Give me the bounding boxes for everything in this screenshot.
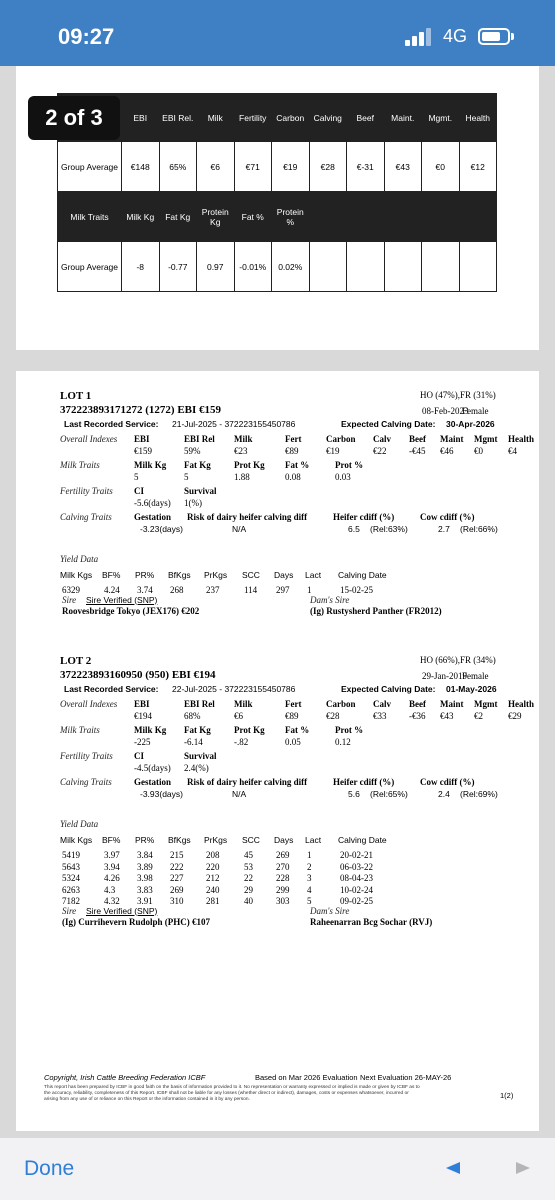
last-service-value: 22-Jul-2025 - 372223155450786 xyxy=(172,684,296,694)
lot-breed: HO (66%),FR (34%) xyxy=(420,655,496,665)
index-value: €4 xyxy=(508,446,517,456)
yield-cell: 299 xyxy=(276,884,290,895)
yield-cell: 208 xyxy=(206,850,220,860)
yield-header: BF% xyxy=(102,570,121,580)
network-type: 4G xyxy=(443,26,468,46)
footer-next-evaluation: Next Evaluation 26-MAY-26 xyxy=(360,1073,452,1082)
milk-value: -6.14 xyxy=(184,737,203,747)
status-bar xyxy=(0,0,555,66)
calving-header: Cow cdiff (%) xyxy=(420,777,475,787)
table2-row-label: Group Average xyxy=(58,242,122,292)
table1-header: EBI Rel. xyxy=(159,94,197,142)
yield-cell: 5419 xyxy=(62,850,80,860)
footer-disclaimer: This report has been prepared by ICBF in good faith on the basis of information provided to it. No representation or warranty expressed or implied is made or given by ICBF as to the accuracy, reliability, completeness of this Report. ICBF shall not be liable for any losses (whether direct or indirect), damages, costs or expenses whatsoever, incurred or arising from any use of or reliance on this Report or the information contained in it by any person. xyxy=(44,1085,420,1102)
index-header: EBI Rel xyxy=(184,434,215,444)
yield-cell: 215 xyxy=(170,850,184,860)
table1-header: Calving xyxy=(309,94,347,142)
milk-value: 5 xyxy=(134,472,139,482)
table1-cell: €148 xyxy=(122,142,160,192)
overall-indexes-label: Overall Indexes xyxy=(60,434,118,444)
calving-traits-label: Calving Traits xyxy=(60,512,112,522)
index-header: Fert xyxy=(285,699,302,709)
index-header: Mgmt xyxy=(474,434,498,444)
table2-cell: -0.01% xyxy=(234,242,272,292)
yield-cell: 1 xyxy=(307,585,312,595)
cow-cdiff-rel: (Rel:69%) xyxy=(460,789,498,799)
index-header: EBI Rel xyxy=(184,699,215,709)
index-value: €89 xyxy=(285,711,299,721)
yield-cell: 297 xyxy=(276,585,290,595)
table2-header: Protein % xyxy=(272,192,310,242)
index-value: €6 xyxy=(234,711,243,721)
milk-traits-label: Milk Traits xyxy=(60,460,100,470)
lot-title: LOT 2 xyxy=(60,655,92,667)
lot-id-line: 372223893160950 (950) EBI €194 xyxy=(60,669,216,681)
footer-page-number: 1(2) xyxy=(500,1091,514,1100)
yield-cell: 228 xyxy=(276,873,290,883)
last-service-value: 21-Jul-2025 - 372223155450786 xyxy=(172,419,296,429)
milk-header: Prot % xyxy=(335,460,364,470)
index-value: 59% xyxy=(184,446,201,456)
yield-header: PrKgs xyxy=(204,570,228,580)
index-header: Beef xyxy=(409,434,426,444)
milk-header: Fat % xyxy=(285,460,310,470)
done-button[interactable]: Done xyxy=(24,1157,75,1180)
yield-cell: 09-02-25 xyxy=(340,896,373,906)
expected-calving-label: Expected Calving Date: xyxy=(341,419,436,429)
yield-header: Calving Date xyxy=(338,835,387,845)
table1-cell: €28 xyxy=(309,142,347,192)
table2-header: Fat Kg xyxy=(159,192,197,242)
yield-cell: 270 xyxy=(276,861,290,872)
index-value: €43 xyxy=(440,711,454,721)
yield-cell: 1 xyxy=(307,850,312,860)
index-value: 68% xyxy=(184,711,201,721)
yield-cell: 114 xyxy=(244,585,258,595)
milk-value: 0.03 xyxy=(335,472,351,482)
yield-cell: 6263 xyxy=(62,884,80,895)
yield-cell: 5324 xyxy=(62,873,80,883)
previous-arrow-icon[interactable] xyxy=(446,1162,460,1174)
yield-cell: 29 xyxy=(244,884,253,895)
index-header: Mgmt xyxy=(474,699,498,709)
index-value: €33 xyxy=(373,711,387,721)
footer-evaluation: Based on Mar 2026 Evaluation xyxy=(255,1073,358,1082)
page-counter: 2 of 3 xyxy=(28,96,120,140)
lot-dob: 08-Feb-2023 xyxy=(422,406,469,416)
heifer-cdiff-value: 6.5 xyxy=(348,524,360,534)
table2-empty xyxy=(422,242,460,292)
yield-cell: 227 xyxy=(170,873,184,883)
yield-header: Lact xyxy=(305,835,322,845)
group-average-index-table xyxy=(57,93,497,192)
index-header: Health xyxy=(508,699,534,709)
yield-header: SCC xyxy=(242,835,260,845)
calving-header: Gestation xyxy=(134,512,171,522)
status-time: 09:27 xyxy=(58,24,115,49)
table2-empty xyxy=(422,192,460,242)
risk-value: N/A xyxy=(232,789,247,799)
last-service-label: Last Recorded Service: xyxy=(64,684,159,694)
table1-header: EBI xyxy=(122,94,160,142)
sire-verified-link: Sire Verified (SNP) xyxy=(86,905,158,916)
index-value: €0 xyxy=(474,446,483,456)
index-header: Carbon xyxy=(326,699,356,709)
dams-sire-label: Dam's Sire xyxy=(310,905,350,916)
milk-value: 0.08 xyxy=(285,472,301,482)
milk-traits-label: Milk Traits xyxy=(60,725,100,735)
yield-header: PR% xyxy=(135,835,155,845)
last-service-label: Last Recorded Service: xyxy=(64,419,159,429)
table1-cell: €19 xyxy=(272,142,310,192)
yield-cell: 08-04-23 xyxy=(340,873,373,883)
milk-value: -225 xyxy=(134,737,151,747)
yield-cell: 5643 xyxy=(62,861,80,872)
yield-cell: 3.84 xyxy=(137,850,153,860)
yield-header: Milk Kgs xyxy=(60,570,93,580)
yield-header: BfKgs xyxy=(168,570,191,580)
table2-header: Milk Kg xyxy=(122,192,160,242)
expected-calving-value: 01-May-2026 xyxy=(446,684,497,694)
milk-header: Milk Kg xyxy=(134,460,167,470)
dams-sire-label: Dam's Sire xyxy=(310,594,350,605)
index-value: €28 xyxy=(326,711,340,721)
cow-cdiff-value: 2.7 xyxy=(438,524,450,534)
index-header: Maint xyxy=(440,699,464,709)
table1-header: Milk xyxy=(197,94,235,142)
cow-cdiff-value: 2.4 xyxy=(438,789,450,799)
table1-row-label: Group Average xyxy=(58,142,122,192)
lot-sex: Female xyxy=(462,671,489,681)
table2-label: Milk Traits xyxy=(58,192,122,242)
yield-header: Days xyxy=(274,570,294,580)
table2-header: Fat % xyxy=(234,192,272,242)
yield-header: PR% xyxy=(135,570,155,580)
yield-cell: 53 xyxy=(244,861,253,872)
table1-cell: €71 xyxy=(234,142,272,192)
lot-dob: 29-Jan-2019 xyxy=(422,671,467,681)
table1-header: Fertility xyxy=(234,94,272,142)
table1-header: Mgmt. xyxy=(422,94,460,142)
table2-empty xyxy=(459,242,497,292)
yield-cell: 45 xyxy=(244,850,253,860)
lot-title: LOT 1 xyxy=(60,390,92,402)
milk-header: Prot % xyxy=(335,725,364,735)
cow-cdiff-rel: (Rel:66%) xyxy=(460,524,498,534)
yield-cell: 22 xyxy=(244,873,253,883)
index-header: Fert xyxy=(285,434,302,444)
table1-cell: €0 xyxy=(422,142,460,192)
fertility-traits-label: Fertility Traits xyxy=(60,751,113,761)
table2-cell: 0.97 xyxy=(197,242,235,292)
calving-header: Heifer cdiff (%) xyxy=(333,512,395,522)
fertility-traits-label: Fertility Traits xyxy=(60,486,113,496)
table2-empty xyxy=(384,242,422,292)
yield-header: PrKgs xyxy=(204,835,228,845)
fertility-value: -5.6(days) xyxy=(134,498,171,508)
group-average-milk-table xyxy=(57,191,497,292)
table1-cell: 65% xyxy=(159,142,197,192)
index-header: Carbon xyxy=(326,434,356,444)
milk-header: Fat Kg xyxy=(184,460,211,470)
yield-cell: 3.91 xyxy=(137,896,153,906)
table2-empty xyxy=(347,192,385,242)
index-value: €2 xyxy=(474,711,483,721)
table1-cell: €43 xyxy=(384,142,422,192)
table2-cell: -8 xyxy=(122,242,160,292)
table1-header: Health xyxy=(459,94,497,142)
table2-header: Protein Kg xyxy=(197,192,235,242)
calving-traits-label: Calving Traits xyxy=(60,777,112,787)
sire-name: Roovesbridge Tokyo (JEX176) €202 xyxy=(62,605,200,616)
index-value: €89 xyxy=(285,446,299,456)
yield-cell: 222 xyxy=(170,861,184,872)
sire-label: Sire xyxy=(62,905,77,916)
index-value: €19 xyxy=(326,446,340,456)
index-value: €46 xyxy=(440,446,454,456)
calving-header: Risk of dairy heifer calving diff xyxy=(187,512,308,522)
yield-cell: 20-02-21 xyxy=(340,850,373,860)
milk-header: Fat Kg xyxy=(184,725,211,735)
index-value: -€36 xyxy=(409,711,426,721)
yield-cell: 4.32 xyxy=(104,896,120,906)
index-value: €23 xyxy=(234,446,248,456)
battery-tip xyxy=(511,33,514,40)
yield-data-label: Yield Data xyxy=(60,554,99,564)
milk-value: 0.12 xyxy=(335,737,351,747)
table2-empty xyxy=(384,192,422,242)
index-value: €29 xyxy=(508,711,522,721)
calving-header: Risk of dairy heifer calving diff xyxy=(187,777,308,787)
yield-cell: 4 xyxy=(307,884,312,895)
table2-empty xyxy=(309,242,347,292)
milk-header: Milk Kg xyxy=(134,725,167,735)
yield-cell: 5 xyxy=(307,896,312,906)
lot-sex: Female xyxy=(462,406,489,416)
index-header: Health xyxy=(508,434,534,444)
dams-sire-name: (Ig) Rustysherd Panther (FR2012) xyxy=(310,605,442,616)
index-value: €194 xyxy=(134,711,152,721)
battery-icon xyxy=(478,28,510,45)
fertility-value: -4.5(days) xyxy=(134,763,171,773)
yield-cell: 3.74 xyxy=(137,585,153,595)
index-header: Milk xyxy=(234,699,253,709)
gestation-value: -3.23(days) xyxy=(140,524,183,534)
yield-cell: 4.26 xyxy=(104,873,120,883)
fertility-header: Survival xyxy=(184,751,217,761)
index-header: EBI xyxy=(134,434,150,444)
heifer-cdiff-rel: (Rel:63%) xyxy=(370,524,408,534)
expected-calving-label: Expected Calving Date: xyxy=(341,684,436,694)
yield-cell: 6329 xyxy=(62,585,80,595)
yield-cell: 2 xyxy=(307,861,312,872)
fertility-value: 1(%) xyxy=(184,498,202,508)
table1-header: Maint. xyxy=(384,94,422,142)
yield-cell: 40 xyxy=(244,896,253,906)
milk-header: Prot Kg xyxy=(234,460,265,470)
yield-cell: 269 xyxy=(170,884,184,895)
fertility-header: Survival xyxy=(184,486,217,496)
yield-cell: 240 xyxy=(206,884,220,895)
fertility-header: CI xyxy=(134,486,145,496)
index-header: EBI xyxy=(134,699,150,709)
dams-sire-name: Raheenarran Bcg Sochar (RVJ) xyxy=(310,916,433,927)
yield-cell: 220 xyxy=(206,861,220,872)
table2-empty xyxy=(309,192,347,242)
yield-cell: 06-03-22 xyxy=(340,861,373,872)
yield-cell: 3.97 xyxy=(104,850,120,860)
table1-cell: €-31 xyxy=(347,142,385,192)
index-header: Calv xyxy=(373,699,391,709)
yield-cell: 268 xyxy=(170,585,184,595)
yield-cell: 3.83 xyxy=(137,884,153,895)
calving-header: Gestation xyxy=(134,777,171,787)
yield-cell: 303 xyxy=(276,896,290,906)
table2-empty xyxy=(347,242,385,292)
index-header: Beef xyxy=(409,699,426,709)
table2-cell: -0.77 xyxy=(159,242,197,292)
sire-label: Sire xyxy=(62,594,77,605)
heifer-cdiff-value: 5.6 xyxy=(348,789,360,799)
milk-value: 5 xyxy=(184,472,189,482)
yield-cell: 269 xyxy=(276,850,290,860)
yield-data-label: Yield Data xyxy=(60,819,99,829)
yield-cell: 281 xyxy=(206,896,220,906)
fertility-value: 2.4(%) xyxy=(184,763,209,773)
yield-header: BF% xyxy=(102,835,121,845)
lot-id-line: 372223893171272 (1272) EBI €159 xyxy=(60,404,222,416)
yield-header: Calving Date xyxy=(338,570,387,580)
table1-cell: €6 xyxy=(197,142,235,192)
table1-cell: €12 xyxy=(459,142,497,192)
yield-header: Milk Kgs xyxy=(60,835,93,845)
yield-cell: 3.94 xyxy=(104,861,120,872)
yield-header: Lact xyxy=(305,570,322,580)
yield-cell: 3.98 xyxy=(137,873,153,883)
gestation-value: -3.93(days) xyxy=(140,789,183,799)
calving-header: Heifer cdiff (%) xyxy=(333,777,395,787)
index-value: €22 xyxy=(373,446,387,456)
yield-cell: 10-02-24 xyxy=(340,884,373,895)
overall-indexes-label: Overall Indexes xyxy=(60,699,118,709)
milk-value: -.82 xyxy=(234,737,249,747)
yield-cell: 7182 xyxy=(62,896,80,906)
table1-header: Carbon xyxy=(272,94,310,142)
signal-icon xyxy=(405,28,433,46)
yield-cell: 3 xyxy=(307,873,312,883)
risk-value: N/A xyxy=(232,524,247,534)
index-header: Calv xyxy=(373,434,391,444)
yield-cell: 4.24 xyxy=(104,585,120,595)
yield-cell: 237 xyxy=(206,585,220,595)
index-header: Milk xyxy=(234,434,253,444)
footer-copyright: Copyright, Irish Cattle Breeding Federation ICBF xyxy=(44,1073,206,1082)
yield-header: Days xyxy=(274,835,294,845)
expected-calving-value: 30-Apr-2026 xyxy=(446,419,495,429)
milk-value: 0.05 xyxy=(285,737,301,747)
next-arrow-icon[interactable] xyxy=(516,1162,530,1174)
yield-header: SCC xyxy=(242,570,260,580)
fertility-header: CI xyxy=(134,751,145,761)
bottom-toolbar xyxy=(0,1138,555,1200)
table2-empty xyxy=(459,192,497,242)
yield-cell: 212 xyxy=(206,873,220,883)
sire-verified-link: Sire Verified (SNP) xyxy=(86,594,158,605)
yield-cell: 4.3 xyxy=(104,884,116,895)
table1-header: Beef xyxy=(347,94,385,142)
lot-breed: HO (47%),FR (31%) xyxy=(420,390,496,400)
yield-cell: 15-02-25 xyxy=(340,585,373,595)
index-value: €159 xyxy=(134,446,152,456)
index-value: -€45 xyxy=(409,446,426,456)
calving-header: Cow cdiff (%) xyxy=(420,512,475,522)
milk-value: 1.88 xyxy=(234,472,250,482)
yield-header: BfKgs xyxy=(168,835,191,845)
yield-cell: 310 xyxy=(170,896,184,906)
index-header: Maint xyxy=(440,434,464,444)
milk-header: Prot Kg xyxy=(234,725,265,735)
sire-name: (Ig) Currihevern Rudolph (PHC) €107 xyxy=(62,916,210,927)
yield-cell: 3.89 xyxy=(137,861,153,872)
milk-header: Fat % xyxy=(285,725,310,735)
table2-cell: 0.02% xyxy=(272,242,310,292)
heifer-cdiff-rel: (Rel:65%) xyxy=(370,789,408,799)
